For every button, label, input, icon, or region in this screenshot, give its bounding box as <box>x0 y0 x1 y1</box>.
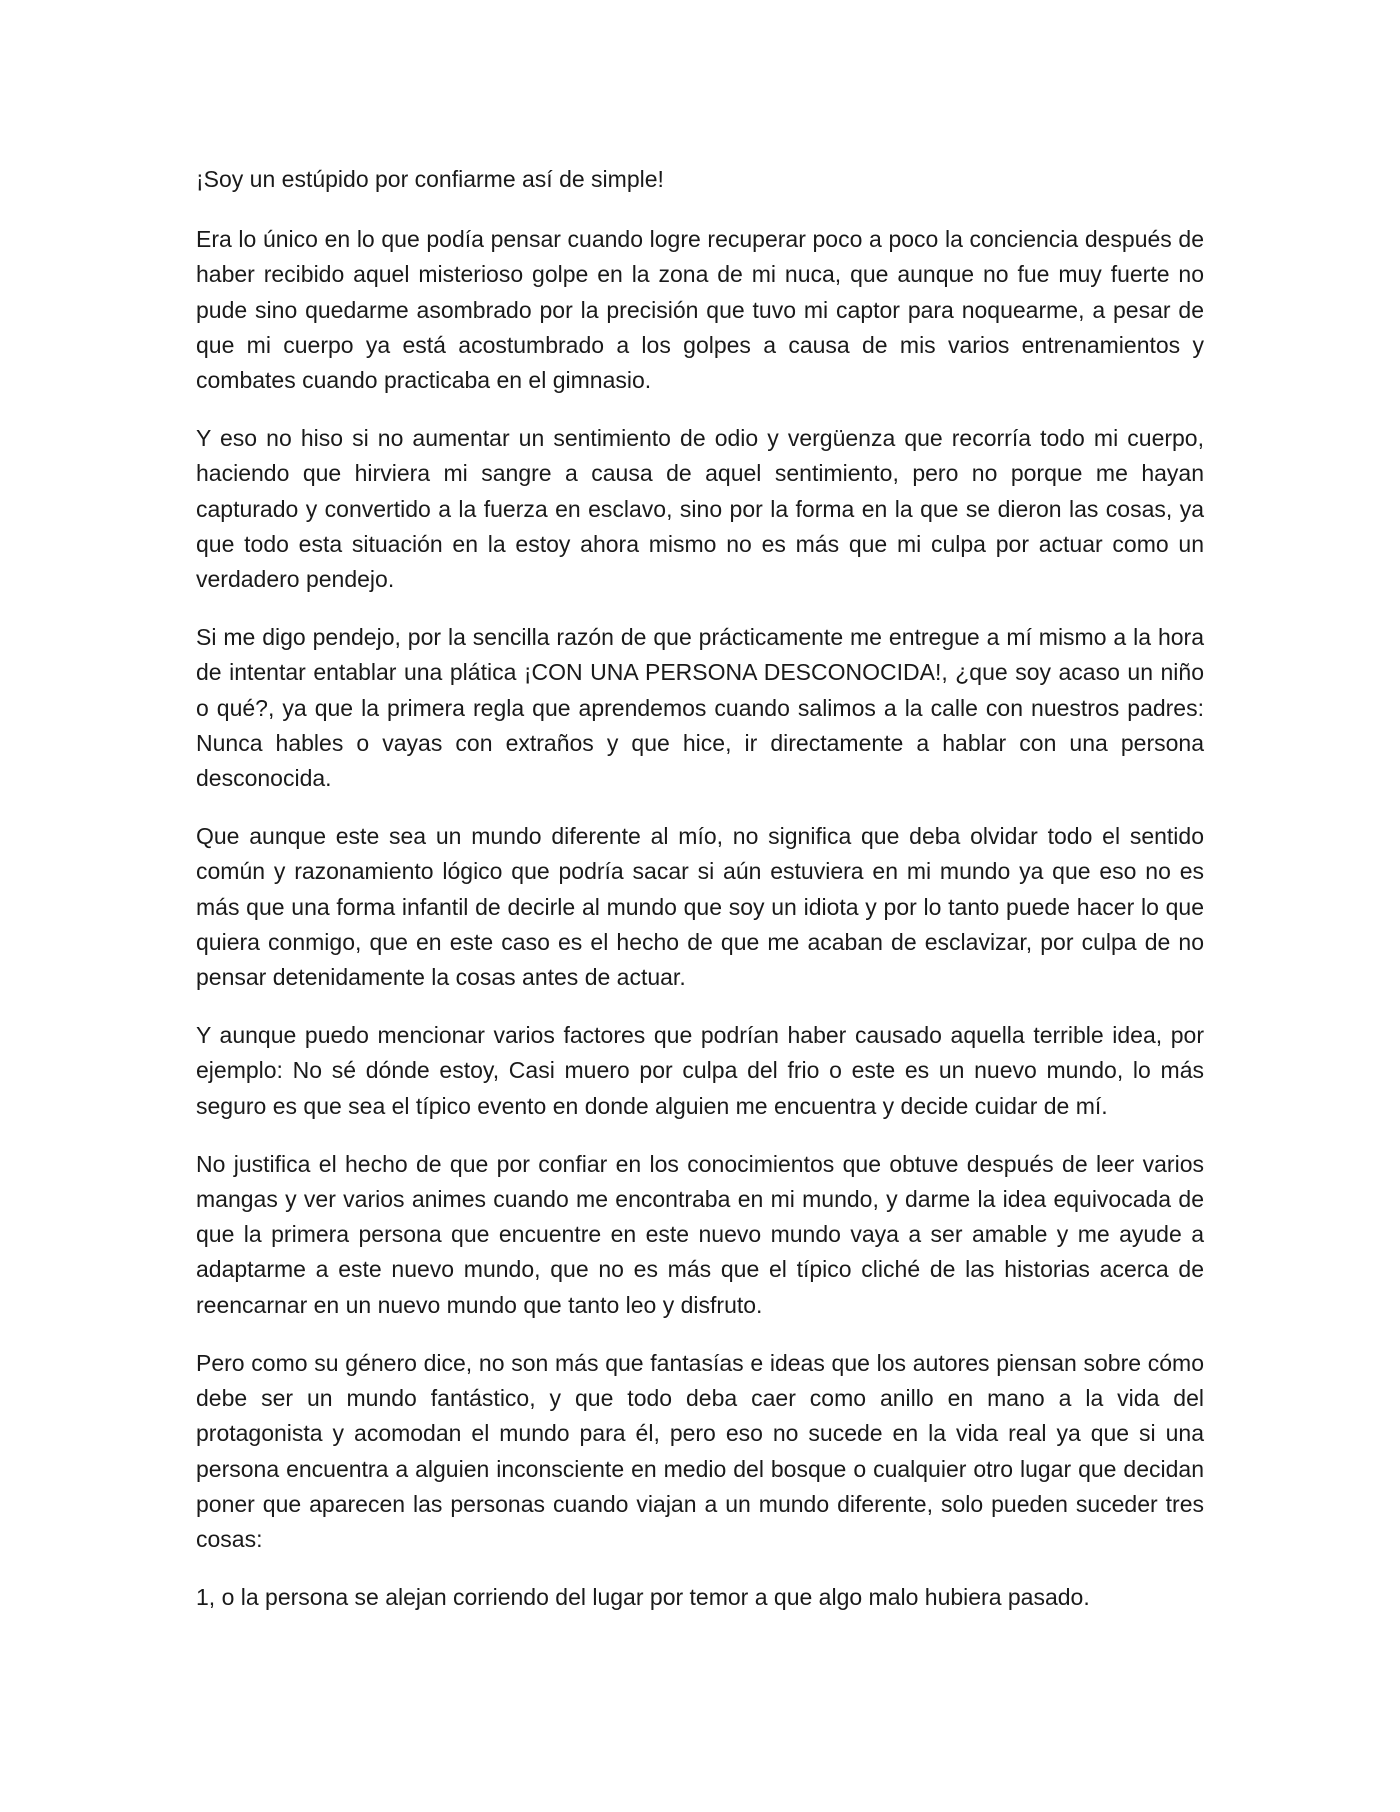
paragraph: No justifica el hecho de que por confiar en los conocimientos que obtuve después de leer varios mangas y ver varios animes cuando me encontraba en mi mundo, y darme la idea equivocada de que la primera persona que encuentre en este nuevo mundo vaya a ser amable y me ayude a adaptarme a este nuevo mundo, que no es más que el típico cliché de las historias acerca de reencarnar en un nuevo mundo que tanto leo y disfruto. <box>196 1150 1204 1318</box>
paragraph: Y eso no hiso si no aumentar un sentimiento de odio y vergüenza que recorría todo mi cuerpo, haciendo que hirviera mi sangre a causa de aquel sentimiento, pero no porque me hayan capturado y convertido a la fuerza en esclavo, sino por la forma en la que se dieron las cosas, ya que todo esta situación en la estoy ahora mismo no es más que mi culpa por actuar como un verdadero pendejo. <box>196 425 1204 593</box>
paragraph: Pero como su género dice, no son más que fantasías e ideas que los autores piensan sobre cómo debe ser un mundo fantástico, y que todo deba caer como anillo en mano a la vida del protagonista y acomodan el mundo para él, pero eso no sucede en la vida real ya que si una persona encuentra a alguien inconsciente en medio del bosque o cualquier otro lugar que decidan poner que aparecen las personas cuando viajan a un mundo diferente, solo pueden suceder tres cosas: <box>196 1349 1204 1552</box>
paragraph: Era lo único en lo que podía pensar cuando logre recuperar poco a poco la conciencia después de haber recibido aquel misterioso golpe en la zona de mi nuca, que aunque no fue muy fuerte no pude sino quedarme asombrado por la precisión que tuvo mi captor para noquearme, a pesar de que mi cuerpo ya está acostumbrado a los golpes a causa de mis varios entrenamientos y combates cuando practicaba en el gimnasio. <box>196 226 1204 394</box>
paragraph: Y aunque puedo mencionar varios factores que podrían haber causado aquella terrible idea, por ejemplo: No sé dónde estoy, Casi muero por culpa del frio o este es un nuevo mundo, lo más seguro es que sea el típico evento en donde alguien me encuentra y decide cuidar de mí. <box>196 1022 1204 1119</box>
document-body <box>196 162 1204 1638</box>
paragraph: Que aunque este sea un mundo diferente al mío, no significa que deba olvidar todo el sentido común y razonamiento lógico que podría sacar si aún estuviera en mi mundo ya que eso no es más que una forma infantil de decirle al mundo que soy un idiota y por lo tanto puede hacer lo que quiera conmigo, que en este caso es el hecho de que me acaban de esclavizar, por culpa de no pensar detenidamente la cosas antes de actuar. <box>196 823 1204 991</box>
paragraph-opening-line: ¡Soy un estúpido por confiarme así de simple! <box>196 166 664 192</box>
paragraph: Si me digo pendejo, por la sencilla razón de que prácticamente me entregue a mí mismo a la hora de intentar entablar una plática ¡CON UNA PERSONA DESCONOCIDA!, ¿que soy acaso un niño o qué?, ya que la primera regla que aprendemos cuando salimos a la calle con nuestros padres: Nunca hables o vayas con extraños y que hice, ir directamente a hablar con una persona desconocida. <box>196 624 1204 792</box>
paragraph-list-item: 1, o la persona se alejan corriendo del lugar por temor a que algo malo hubiera pasado. <box>196 1584 1090 1611</box>
